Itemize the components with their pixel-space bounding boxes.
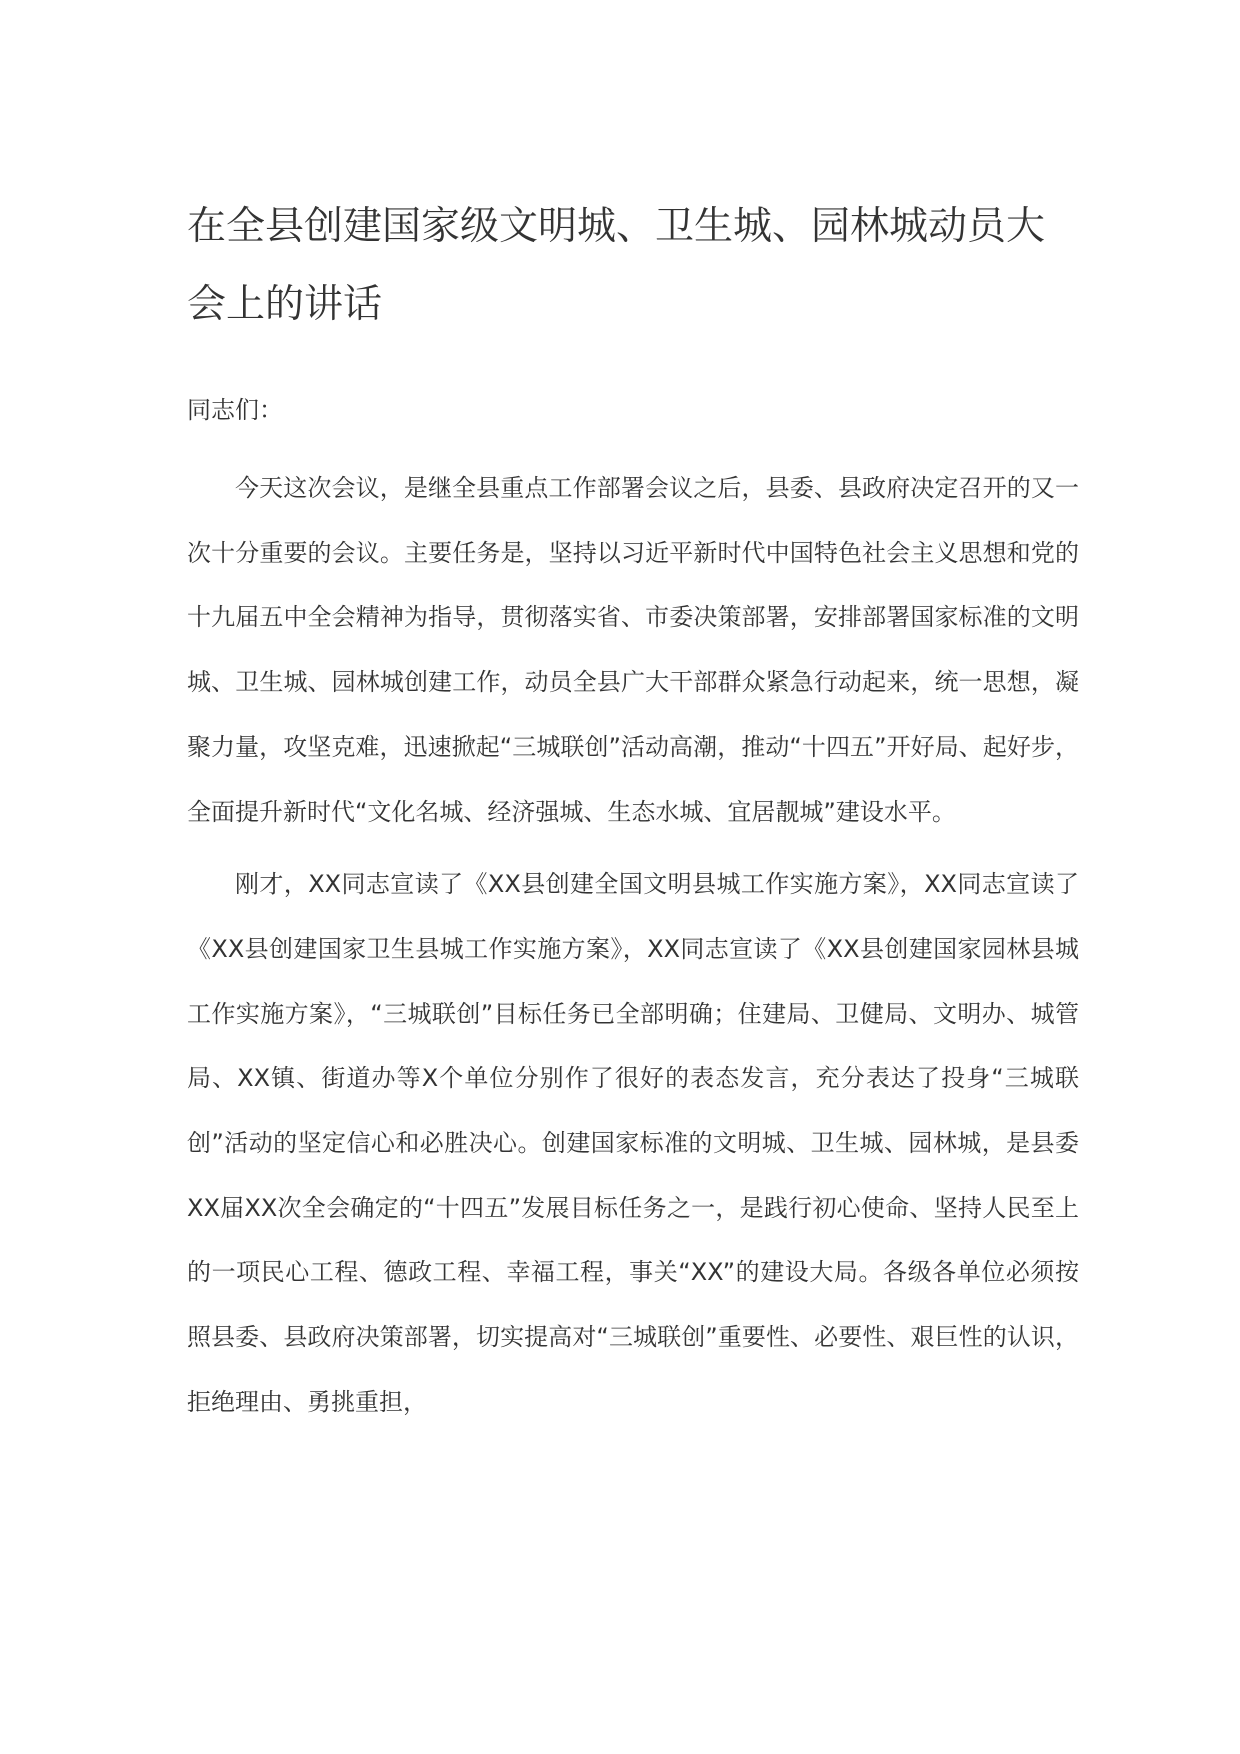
document-body — [187, 188, 1079, 1435]
paragraph-1: 今天这次会议，是继全县重点工作部署会议之后，县委、县政府决定召开的又一次十分重要的会议。主要任务是，坚持以习近平新时代中国特色社会主义思想和党的十九届五中全会精神为指导，贯彻落实省、市委决策部署，安排部署国家标准的文明城、卫生城、园林城创建工作，动员全县广大干部群众紧急行动起来，统一思想，凝聚力量，攻坚克难，迅速掀起“三城联创”活动高潮，推动“十四五”开好局、起好步，全面提升新时代“文化名城、经济强城、生态水城、宜居靓城”建设水平。 — [187, 474, 1079, 826]
paragraph-2: 刚才，XX同志宣读了《XX县创建全国文明县城工作实施方案》，XX同志宣读了《XX县创建国家卫生县城工作实施方案》，XX同志宣读了《XX县创建国家园林县城工作实施方案》，“三城联创”目标任务已全部明确；住建局、卫健局、文明办、城管局、XX镇、街道办等X个单位分别作了很好的表态发言，充分表达了投身“三城联创”活动的坚定信心和必胜决心。创建国家标准的文明城、卫生城、园林城，是县委XX届XX次全会确定的“十四五”发展目标任务之一，是践行初心使命、坚持人民至上的一项民心工程、德政工程、幸福工程，事关“XX”的建设大局。各级各单位必须按照县委、县政府决策部署，切实提高对“三城联创”重要性、必要性、艰巨性的认识，拒绝理由、勇挑重担， — [187, 870, 1079, 1416]
document-title: 在全县创建国家级文明城、卫生城、园林城动员大会上的讲话 — [187, 204, 1046, 327]
salutation: 同志们： — [187, 396, 283, 424]
